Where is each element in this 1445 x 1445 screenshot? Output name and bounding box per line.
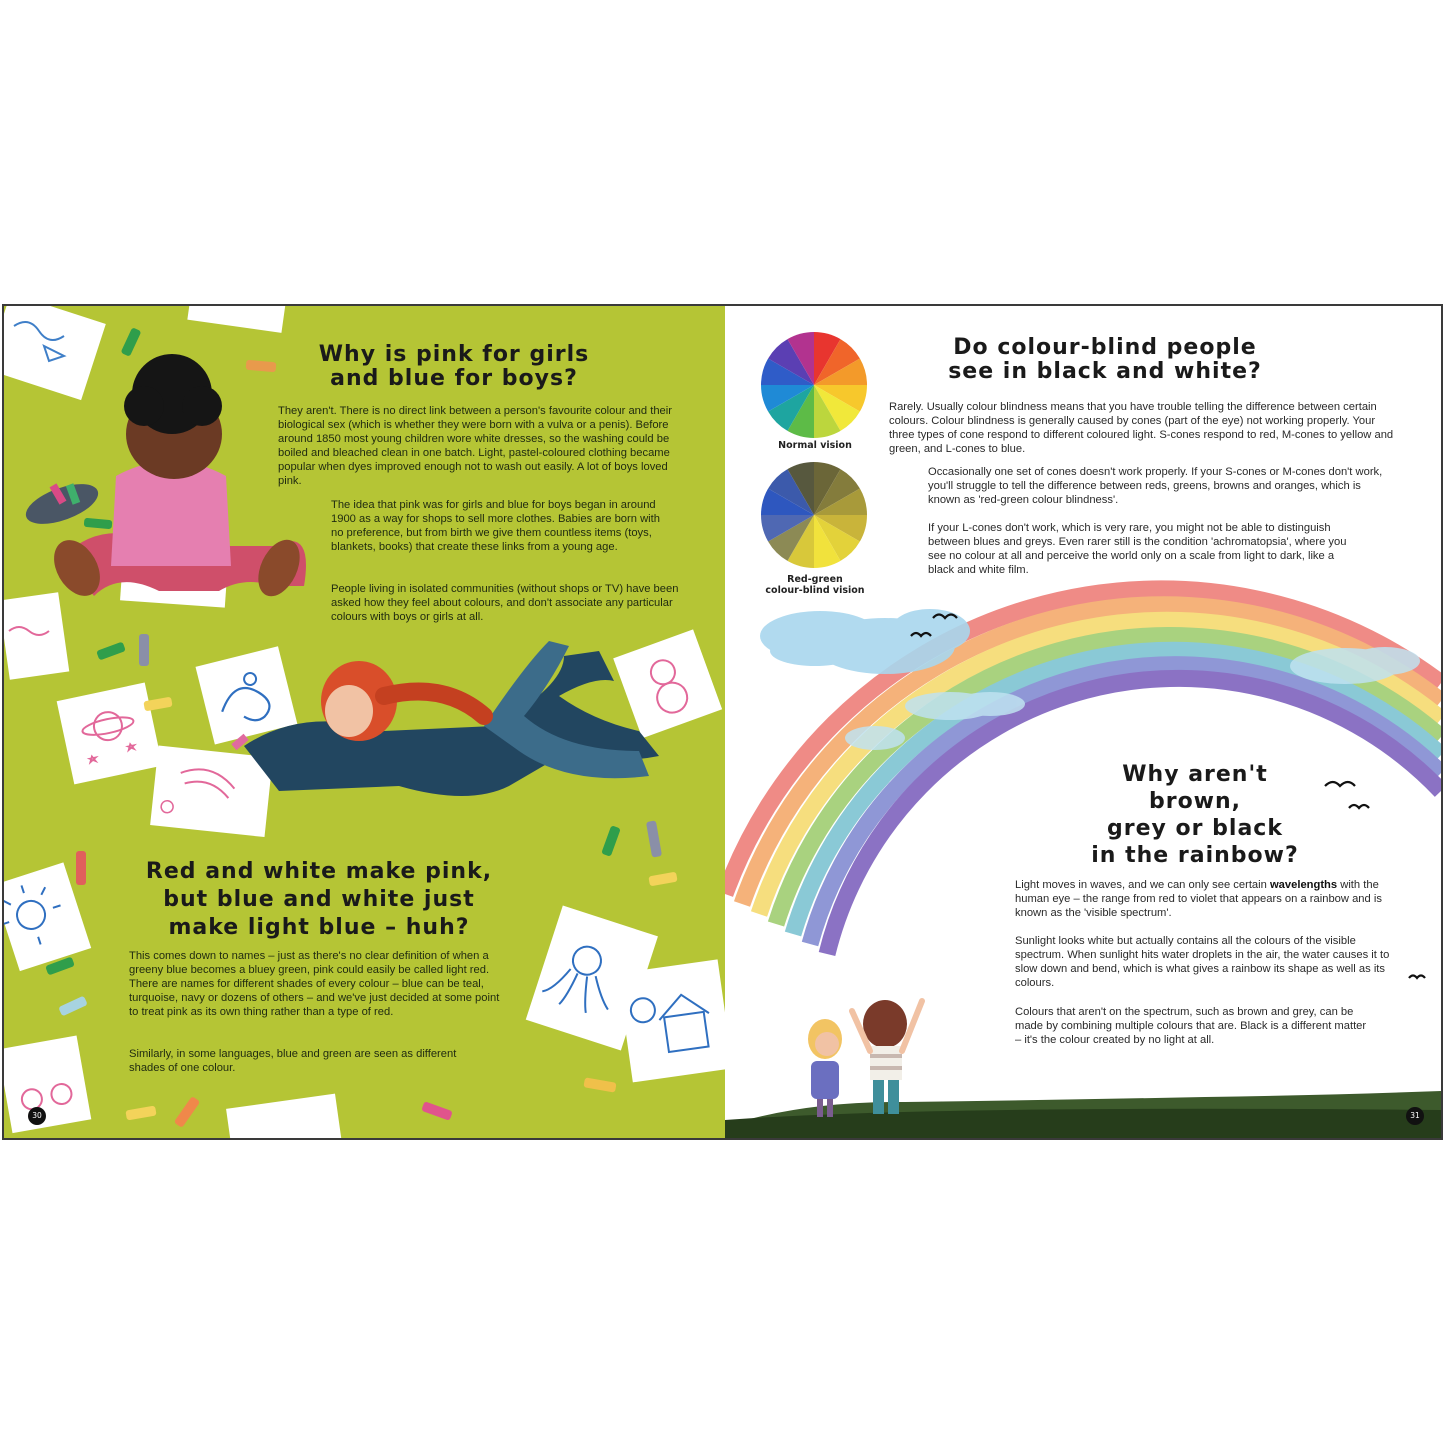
color-wheel-icon xyxy=(759,460,869,570)
drawing-paper-icon xyxy=(57,683,163,785)
right-heading-colour-blind: Do colour-blind people see in black and white? xyxy=(948,335,1262,384)
right-paragraph-6: Colours that aren't on the spectrum, such as brown and grey, can be made by combining multiple colours that are. Black is a different matter – it's the colour created by no light at all. xyxy=(1015,1006,1367,1046)
book-spread xyxy=(2,304,1443,1140)
left-paragraph-2: The idea that pink was for girls and blue for boys began in around 1900 as a way for shops to sell more clothes. Babies are born with no preference, but from birth we give them countless items (toys, blankets, books) that create these links from a young age. xyxy=(331,499,660,553)
paragraph-text: Light moves in waves, and we can only see certain xyxy=(1015,879,1270,891)
drawing-paper-icon xyxy=(613,629,722,738)
left-paragraph-5: Similarly, in some languages, blue and green are seen as different shades of one colour. xyxy=(129,1048,457,1074)
drawing-paper-icon xyxy=(187,306,285,333)
left-paragraph-4: This comes down to names – just as there's no clear definition of when a greeny blue becomes a bluey green, pink could easily be called light red. There are names for different shades of every colour – blue can be teal, turquoise, navy or dozens of others – and we've just decided at some point to treat pink as its own thing rather than a type of red. xyxy=(129,950,500,1018)
keyword-wavelengths: wavelengths xyxy=(1269,879,1338,891)
wheel-caption-normal: Normal vision xyxy=(778,440,852,451)
right-paragraph-5: Sunlight looks white but actually contains all the colours of the visible spectrum. When sunlight hits water droplets in the air, the water causes it to slow down and bend, which is what gives a rainbow its shape as well as its colours. xyxy=(1015,935,1390,989)
drawing-paper-icon xyxy=(4,1036,91,1134)
child-illustration xyxy=(45,354,308,608)
left-heading-pink-blue: Why is pink for girls and blue for boys? xyxy=(318,342,590,391)
left-paragraph-3: People living in isolated communities (without shops or TV) have been asked how they feel about colours, and don't associate any particular colours with boys or girls at all. xyxy=(331,583,679,623)
drawing-paper-icon xyxy=(226,1094,343,1138)
right-paragraph-4 xyxy=(1015,878,1395,920)
right-paragraph-1: Rarely. Usually colour blindness means that you have trouble telling the difference between certain colours. Colour blindness is generally caused by cones (part of the eye) not working properly. Your three types of cone respond to different coloured light. S-cones respond to red, M-cones to yellow and green, and L-cones to blue. xyxy=(889,401,1394,455)
page-number-left: 30 xyxy=(28,1107,46,1125)
left-page xyxy=(4,306,725,1138)
page-number-right: 31 xyxy=(1406,1107,1424,1125)
color-wheel-icon xyxy=(759,330,869,440)
right-heading-rainbow: Why aren't brown, grey or black in the rainbow? xyxy=(1091,762,1299,868)
wheel-caption-colorblind: Red-green colour-blind vision xyxy=(765,574,865,596)
drawing-paper-icon xyxy=(4,306,106,400)
right-page xyxy=(725,306,1441,1138)
paragraph-text: with the human eye – the range from red to violet that appears on a rainbow and is known as the 'visible spectrum'. xyxy=(1015,879,1382,919)
left-paragraph-1: They aren't. There is no direct link between a person's favourite colour and their biological sex (which is whether they were born with a vulva or a penis). Before around 1850 most young children wore white dresses, so the washing could be boiled and bleached clean in one batch. Light, pastel-coloured clothing became popular when dyes improved enough not to wash out easily. A lot of boys loved pink. xyxy=(278,405,672,487)
right-paragraph-2: Occasionally one set of cones doesn't work properly. If your S-cones or M-cones don't work, you'll struggle to tell the difference between reds, greens, browns and oranges, which is known as 'red-green colour blindness'. xyxy=(928,466,1383,506)
left-heading-red-white: Red and white make pink, but blue and white just make light blue – huh? xyxy=(145,859,493,940)
drawing-paper-icon xyxy=(618,959,725,1082)
right-paragraph-3: If your L-cones don't work, which is very rare, you might not be able to distinguish between blues and greys. Even rarer still is the condition 'achromatopsia', where you see no colour at all and perceive the world only on a scale from light to dark, like a black and white film. xyxy=(928,522,1347,576)
drawing-paper-icon xyxy=(4,592,69,680)
child-illustration xyxy=(808,1000,922,1117)
